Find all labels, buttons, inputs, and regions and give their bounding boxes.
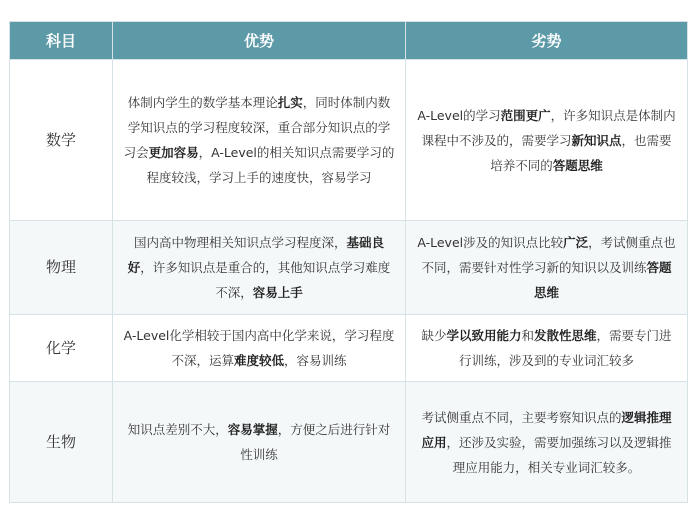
header-disadvantage: 劣势 bbox=[406, 22, 688, 60]
disadvantage-cell: 缺少学以致用能力和发散性思维，需要专门进行训练，涉及到的专业词汇较多 bbox=[406, 315, 688, 382]
advantage-cell: A-Level化学相较于国内高中化学来说，学习程度不深，运算难度较低，容易训练 bbox=[113, 315, 406, 382]
header-subject: 科目 bbox=[10, 22, 113, 60]
header-row bbox=[10, 22, 688, 60]
header-advantage: 优势 bbox=[113, 22, 406, 60]
disadvantage-cell: A-Level的学习范围更广，许多知识点是体制内课程中不涉及的，需要学习新知识点，也需要培养不同的答题思维 bbox=[406, 60, 688, 221]
comparison-table bbox=[9, 21, 688, 503]
disadvantage-cell: A-Level涉及的知识点比较广泛，考试侧重点也不同，需要针对性学习新的知识以及训练答题思维 bbox=[406, 221, 688, 315]
table-row bbox=[10, 315, 688, 382]
subject-cell: 数学 bbox=[10, 60, 113, 221]
disadvantage-cell: 考试侧重点不同，主要考察知识点的逻辑推理应用，还涉及实验，需要加强练习以及逻辑推理应用能力，相关专业词汇较多。 bbox=[406, 382, 688, 503]
advantage-cell: 国内高中物理相关知识点学习程度深，基础良好，许多知识点是重合的，其他知识点学习难度不深，容易上手 bbox=[113, 221, 406, 315]
advantage-cell: 体制内学生的数学基本理论扎实，同时体制内数学知识点的学习程度较深，重合部分知识点的学习会更加容易，A-Level的相关知识点需要学习的程度较浅，学习上手的速度快，容易学习 bbox=[113, 60, 406, 221]
subject-cell: 化学 bbox=[10, 315, 113, 382]
table-row bbox=[10, 221, 688, 315]
subject-cell: 物理 bbox=[10, 221, 113, 315]
advantage-cell: 知识点差别不大，容易掌握，方便之后进行针对性训练 bbox=[113, 382, 406, 503]
comparison-table-container bbox=[9, 21, 687, 503]
subject-cell: 生物 bbox=[10, 382, 113, 503]
table-row bbox=[10, 382, 688, 503]
table-row bbox=[10, 60, 688, 221]
